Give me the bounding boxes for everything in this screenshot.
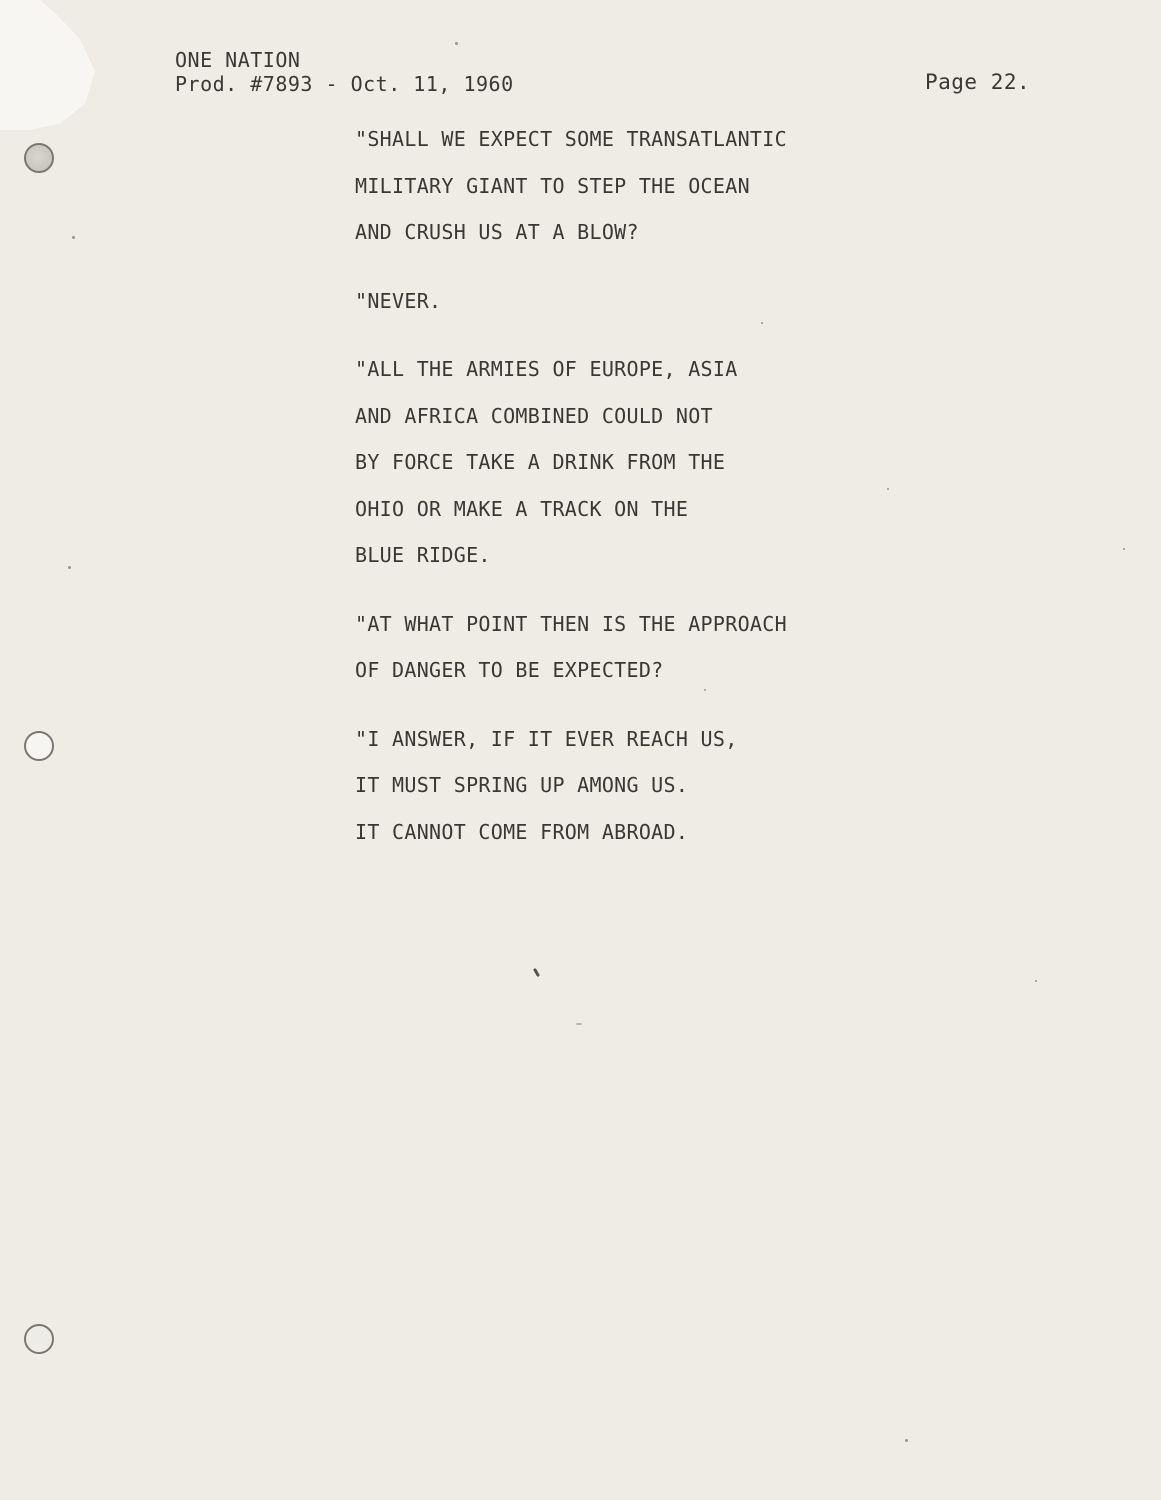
binder-hole-bottom — [24, 1324, 54, 1354]
page-number: Page 22. — [925, 70, 1031, 94]
text-line: OF DANGER TO BE EXPECTED? — [355, 658, 664, 682]
torn-corner — [0, 0, 100, 130]
paper-speck — [1035, 980, 1037, 982]
paper-speck — [68, 566, 71, 569]
script-body — [355, 116, 975, 877]
text-line: AND AFRICA COMBINED COULD NOT — [355, 403, 713, 428]
paper-speck — [761, 322, 763, 324]
paper-speck — [887, 488, 889, 490]
text-line: "SHALL WE EXPECT SOME TRANSATLANTIC — [355, 127, 787, 151]
paragraph — [355, 116, 975, 256]
header-left — [175, 48, 514, 96]
paper-speck — [1123, 548, 1125, 550]
document-title: ONE NATION — [175, 48, 301, 72]
paper-speck — [455, 42, 458, 45]
text-line: AND CRUSH US AT A BLOW? — [355, 220, 639, 244]
text-line: BY FORCE TAKE A DRINK FROM THE — [355, 450, 726, 474]
paragraph — [355, 278, 975, 325]
text-line: "AT WHAT POINT THEN IS THE APPROACH — [355, 611, 787, 636]
binder-hole-middle — [24, 731, 54, 761]
binder-hole-top — [24, 143, 54, 173]
production-line: Prod. #7893 - Oct. 11, 1960 — [175, 72, 514, 96]
paper-speck — [533, 968, 540, 977]
paragraph — [355, 346, 975, 579]
text-line: OHIO OR MAKE A TRACK ON THE — [355, 496, 689, 521]
text-line: "NEVER. — [355, 288, 442, 313]
paper-speck — [905, 1439, 908, 1442]
paper-speck — [576, 1023, 582, 1025]
text-line: "I ANSWER, IF IT EVER REACH US, — [355, 726, 738, 751]
paper-speck — [704, 689, 706, 691]
text-line: MILITARY GIANT TO STEP THE OCEAN — [355, 173, 750, 198]
paragraph — [355, 716, 975, 856]
text-line: BLUE RIDGE. — [355, 543, 491, 567]
text-line: IT CANNOT COME FROM ABROAD. — [355, 819, 689, 844]
text-line: IT MUST SPRING UP AMONG US. — [355, 773, 689, 797]
text-line: "ALL THE ARMIES OF EUROPE, ASIA — [355, 357, 738, 381]
paper-speck — [72, 236, 75, 239]
paragraph — [355, 601, 975, 694]
